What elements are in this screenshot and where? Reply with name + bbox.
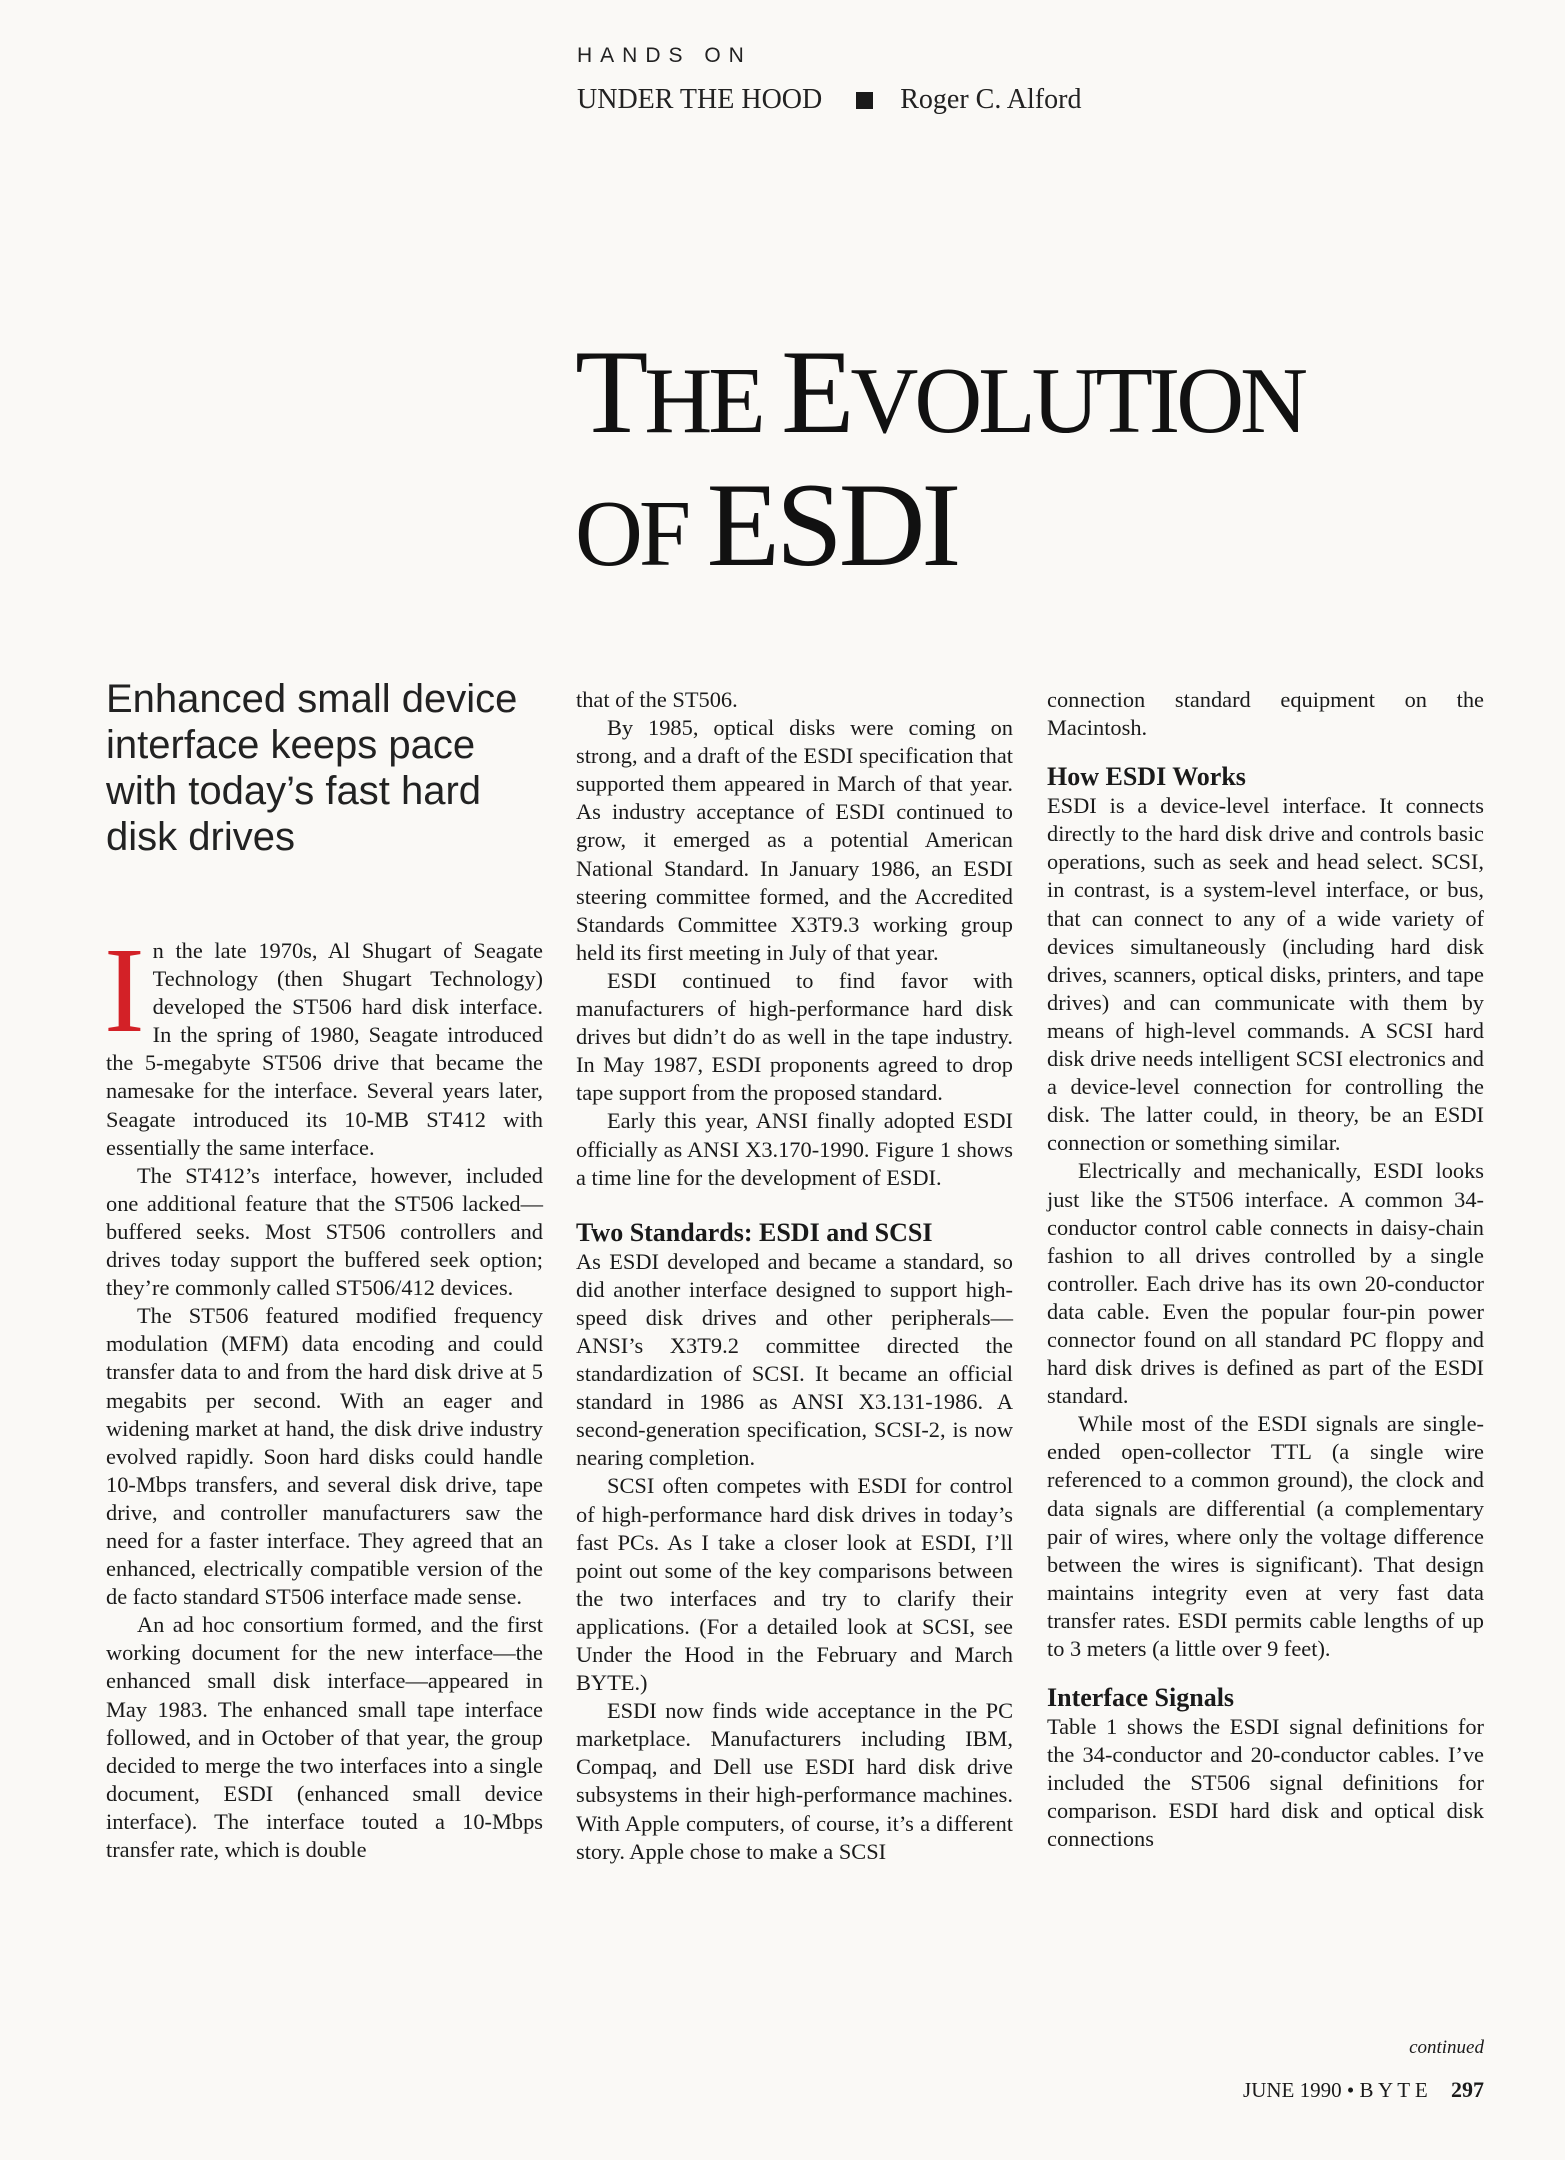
page-footer <box>1209 2077 1484 2103</box>
drop-cap: I <box>104 923 145 1058</box>
paragraph: While most of the ESDI signals are single-ended open-collector TTL (a single wire referenced to a common ground), the clock and data signals are differential (a complementary pair of wires, where only the voltage difference between the wires is significant). That design maintains integrity even at very fast data transfer rates. ESDI permits cable lengths of up to 3 meters (a little over 9 feet). <box>1047 1411 1484 1661</box>
title-line-2: OF ESDI <box>575 458 958 591</box>
department-name: UNDER THE HOOD <box>577 84 823 115</box>
paragraph: ESDI continued to find favor with manufacturers of high-performance hard disk drives but didn’t do as well in the tape industry. In May 1987, ESDI proponents agreed to drop tape support from the proposed standard. <box>576 967 1013 1106</box>
section-heading: Interface Signals <box>1047 1683 1235 1713</box>
body-column-1 <box>104 923 543 1864</box>
paragraph: Early this year, ANSI finally adopted ESDI officially as ANSI X3.170-1990. Figure 1 shows a time line for the development of ESDI. <box>576 1108 1013 1190</box>
article-title <box>575 325 1304 596</box>
title-line-1: THE EVOLUTION <box>575 325 1304 458</box>
paragraph: By 1985, optical disks were coming on strong, and a draft of the ESDI specification that supported them appeared in March of that year. As industry acceptance of ESDI continued to grow, it emerged as a potential American National Standard. In January 1986, an ESDI steering committee formed, and the Accredited Standards Committee X3T9.3 working group held its first meeting in July of that year. <box>576 715 1013 965</box>
paragraph: SCSI often competes with ESDI for control of high-performance hard disk drives in today’s fast PCs. As I take a closer look at ESDI, I’ll point out some of the key comparisons between the two interfaces and try to clarify their applications. (For a detailed look at SCSI, see Under the Hood in the February and March BYTE.) <box>576 1473 1013 1696</box>
bullet-separator: • <box>1346 2078 1355 2102</box>
paragraph: ESDI now finds wide acceptance in the PC marketplace. Manufacturers including IBM, Compaq, and Dell use ESDI hard disk drive subsystems in their high-performance machines. With Apple computers, of course, it’s a different story. Apple chose to make a SCSI <box>576 1698 1013 1864</box>
paragraph: In the late 1970s, Al Shugart of Seagate Technology (then Shugart Technology) developed the ST506 hard disk interface. In the spring of 1980, Seagate introduced the 5-megabyte ST506 drive that became the namesake for the interface. Several years later, Seagate introduced its 10-MB ST412 with essentially the same interface. <box>104 923 543 1160</box>
magazine-name: B Y T E <box>1359 2078 1428 2102</box>
department-line <box>577 84 1081 116</box>
author-name: Roger C. Alford <box>900 84 1082 115</box>
paragraph: The ST412’s interface, however, included one additional feature that the ST506 lacked—buffered seeks. Most ST506 controllers and drives today support the buffered seek option; they’re commonly called ST506/412 devices. <box>106 1162 543 1301</box>
paragraph: Table 1 shows the ESDI signal definitions for the 34-conductor and 20-conductor cables. I’ve included the ST506 signal definitions for comparison. ESDI hard disk and optical disk connections <box>1047 1714 1484 1852</box>
section-label: HANDS ON <box>577 44 752 67</box>
paragraph: Electrically and mechanically, ESDI looks just like the ST506 interface. A common 34-conductor control cable connects in daisy-chain fashion to all drives controlled by a single controller. Each drive has its own 20-conductor data cable. Even the popular four-pin power connector found on all standard PC floppy and hard disk drives is defined as part of the ESDI standard. <box>1047 1158 1484 1409</box>
section-heading: Two Standards: ESDI and SCSI <box>576 1217 933 1247</box>
body-column-3 <box>1047 686 1484 1854</box>
continued-note: continued <box>1409 2037 1484 2058</box>
article-deck: Enhanced small device interface keeps pace with today’s fast hard disk drives <box>106 677 518 859</box>
paragraph: connection standard equipment on the Macintosh. <box>1047 687 1484 741</box>
paragraph: that of the ST506. <box>576 687 738 712</box>
paragraph: An ad hoc consortium formed, and the first working document for the new interface—the enhanced small disk interface—appeared in May 1983. The enhanced small tape interface followed, and in October of that year, the group decided to merge the two interfaces into a single document, ESDI (enhanced small device interface). The interface touted a 10-Mbps transfer rate, which is double <box>106 1612 543 1862</box>
section-heading: How ESDI Works <box>1047 762 1246 792</box>
paragraph: The ST506 featured modified frequency modulation (MFM) data encoding and could transfer data to and from the hard disk drive at 5 megabits per second. With an eager and widening market at hand, the disk drive industry evolved rapidly. Soon hard disks could handle 10-Mbps transfers, and several disk drive, tape drive, and controller manufacturers saw the need for a faster interface. They agreed that an enhanced, electrically compatible version of the de facto standard ST506 interface made sense. <box>106 1303 543 1610</box>
page-number: 297 <box>1451 2077 1484 2102</box>
body-column-2 <box>576 686 1013 1866</box>
issue-date: JUNE 1990 <box>1243 2078 1342 2102</box>
paragraph: ESDI is a device-level interface. It connects directly to the hard disk drive and controls basic operations, such as seek and head select. SCSI, in contrast, is a system-level interface, or bus, that can connect to any of a wide variety of devices simultaneously (including hard disk drives, scanners, optical disks, printers, and tape drives) and can communicate with them by means of high-level commands. A SCSI hard disk drive needs intelligent SCSI electronics and a device-level connection for controlling the disk. The latter could, in theory, be an ESDI connection or something similar. <box>1047 793 1484 1156</box>
square-bullet-icon <box>856 92 873 109</box>
paragraph: As ESDI developed and became a standard, so did another interface designed to support high-speed disk drives and other peripherals—ANSI’s X3T9.2 committee directed the standardization of SCSI. It became an official standard in 1986 as ANSI X3.131-1986. A second-generation specification, SCSI-2, is now nearing completion. <box>576 1248 1013 1471</box>
